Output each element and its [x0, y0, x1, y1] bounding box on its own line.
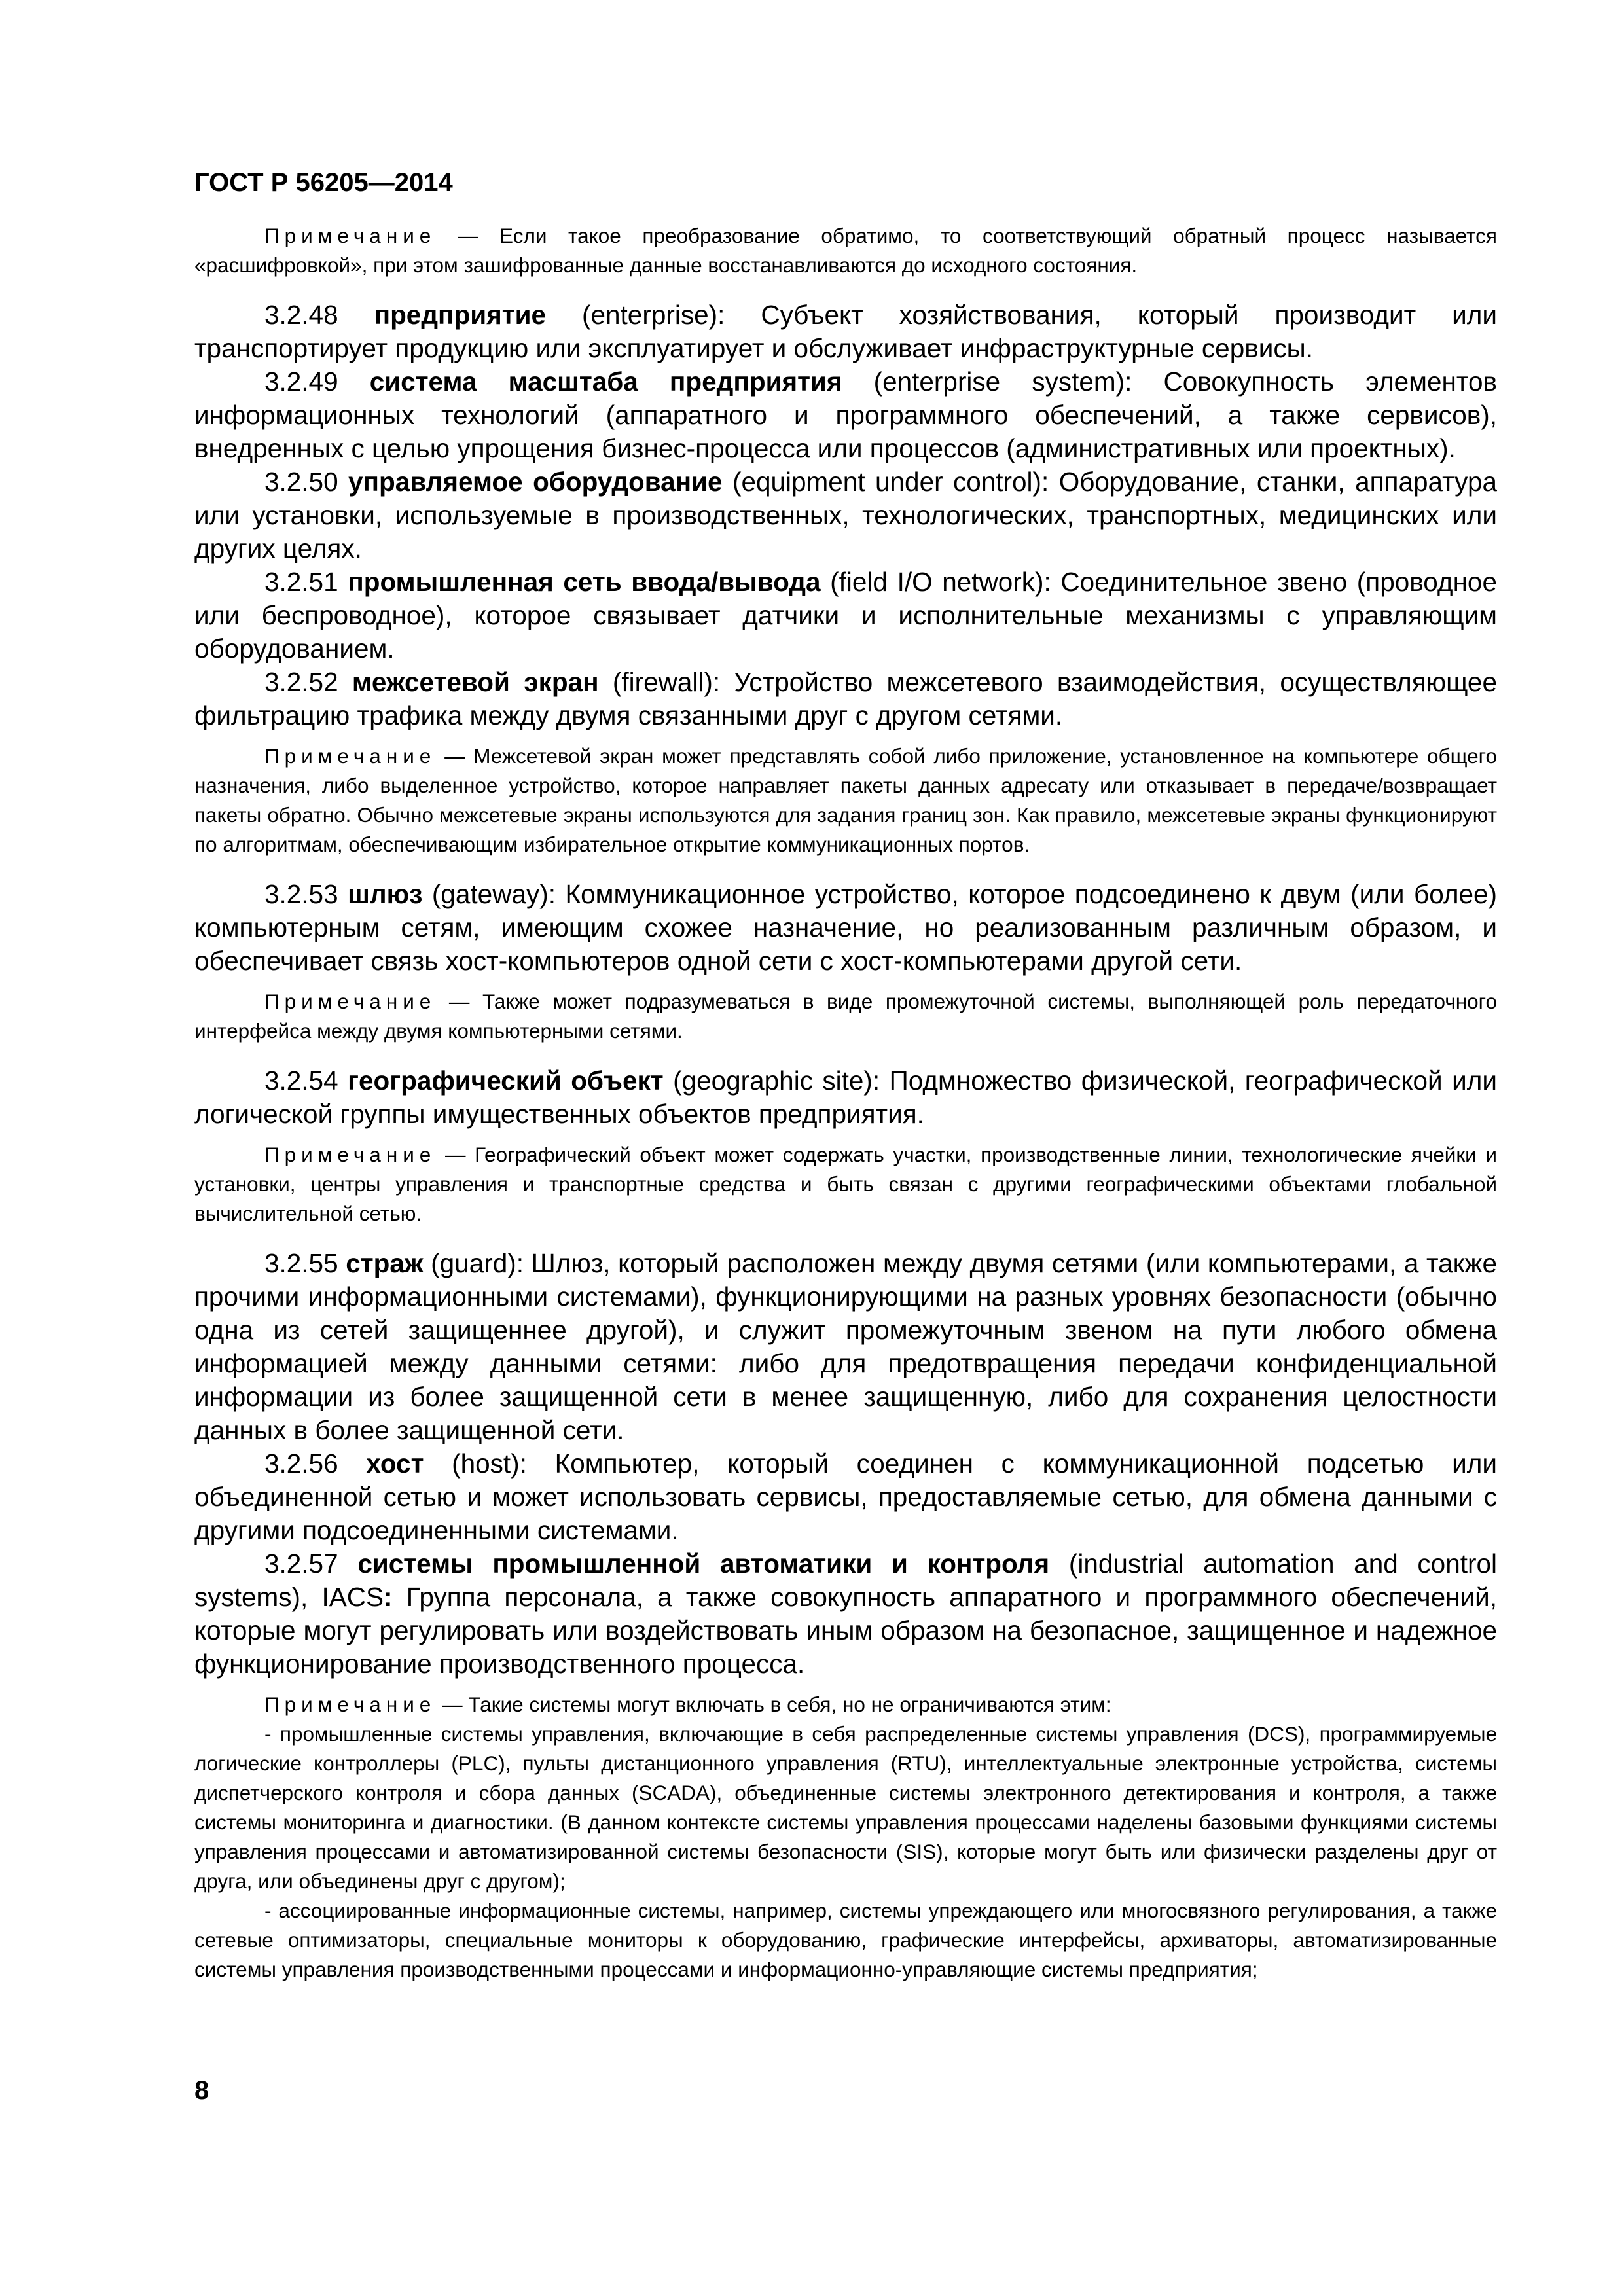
note-label: Примечание: [264, 1693, 437, 1716]
note-text: — Такие системы могут включать в себя, но не ограничиваются этим:: [442, 1693, 1111, 1716]
note-list-item: - промышленные системы управления, включающие в себя распределенные системы управления (DCS), программируемые логические контроллеры (PLC), пульты дистанционного управления (RTU), интеллектуальные электронные устройства, системы диспетчерского контроля и сбора данных (SCADA), объединенные системы электронного детектирования и контроля, а также системы мониторинга и диагностики. (В данном контексте системы управления процессами наделены базовыми функциями системы управления процессами и автоматизированной системы безопасности (SIS), которые могут быть или физически разделены друг от друга, или объединены друг с другом);: [194, 1722, 1497, 1893]
term-entry: [194, 878, 1497, 978]
standard-header: ГОСТ Р 56205—2014: [194, 168, 453, 197]
note-text: — Также может подразумеваться в виде промежуточной системы, выполняющей роль передаточного интерфейса между двумя компьютерными сетями.: [194, 990, 1497, 1043]
term-number: 3.2.48: [264, 300, 338, 330]
term-colon: :: [384, 1582, 393, 1612]
term-title: страж: [346, 1248, 424, 1278]
term-entry: [194, 1064, 1497, 1131]
term-number: 3.2.51: [264, 567, 338, 597]
term-number: 3.2.52: [264, 667, 338, 697]
term-title: шлюз: [348, 879, 423, 909]
term-entry: [194, 298, 1497, 365]
term-number: 3.2.49: [264, 367, 338, 397]
note-list-item: - ассоциированные информационные системы, например, системы упреждающего или многосвязного регулирования, а также сетевые оптимизаторы, специальные мониторы к оборудованию, графические интерфейсы, архиваторы, автоматизированные системы управления производственными процессами и информационно-управляющие системы предприятия;: [194, 1899, 1497, 1981]
term-number: 3.2.50: [264, 467, 338, 497]
term-definition: Группа персонала, а также совокупность аппаратного и программного обеспечений, которые могут регулировать или воздействовать иным образом на безопасное, защищенное и надежное функционирование производственного процесса.: [194, 1582, 1497, 1679]
term-definition: (field I/O network): Соединительное звено (проводное или беспроводное), которое связывает датчики и исполнительные механизмы с управляющим оборудованием.: [194, 567, 1497, 664]
term-definition: (enterprise): Субъект хозяйствования, который производит или транспортирует продукцию или эксплуатирует и обслуживает инфраструктурные сервисы.: [194, 300, 1497, 363]
term-entry: [194, 1547, 1497, 1681]
note-text: — Межсетевой экран может представлять собой либо приложение, установленное на компьютере общего назначения, либо выделенное устройство, которое направляет пакеты данных адресату или отказывает в передаче/возвращает пакеты обратно. Обычно межсетевые экраны используются для задания границ зон. Как правило, межсетевые экраны функционируют по алгоритмам, обеспечивающим избирательное открытие коммуникационных портов.: [194, 744, 1497, 856]
note-label: Примечание: [264, 744, 437, 768]
note: [194, 1140, 1497, 1229]
term-title: хост: [366, 1448, 424, 1479]
term-number: 3.2.54: [264, 1066, 338, 1096]
term-title: управляемое оборудование: [348, 467, 723, 497]
term-title: системы промышленной автоматики и контроля: [357, 1549, 1050, 1579]
term-definition: (equipment under control): Оборудование, станки, аппаратура или установки, используемые в производственных, технологических, транспортных, медицинских или других целях.: [194, 467, 1497, 564]
term-title: промышленная сеть ввода/вывода: [348, 567, 821, 597]
note-text: — Географический объект может содержать участки, производственные линии, технологические ячейки и установки, центры управления и транспортные средства и быть связан с другими географическими объектами глобальной вычислительной сетью.: [194, 1143, 1497, 1225]
term-entry: [194, 465, 1497, 565]
note-label: Примечание: [264, 1143, 437, 1166]
term-definition: (gateway): Коммуникационное устройство, которое подсоединено к двум (или более) компьютерным сетям, имеющим схожее назначение, но реализованным различным образом, и обеспечивает связь хост-компьютеров одной сети с хост-компьютерами другой сети.: [194, 879, 1497, 976]
note: [194, 221, 1497, 280]
term-entry: [194, 565, 1497, 666]
term-number: 3.2.53: [264, 879, 338, 909]
term-definition: (guard): Шлюз, который расположен между двумя сетями (или компьютерами, а также прочими информационными системами), функционирующими на разных уровнях безопасности (обычно одна из сетей защищеннее другой), и служит промежуточным звеном на пути любого обмена информацией между данными сетями: либо для предотвращения передачи конфиденциальной информации из более защищенной сети в менее защищенную, либо для сохранения целостности данных в более защищенной сети.: [194, 1248, 1497, 1445]
term-definition: (firewall): Устройство межсетевого взаимодействия, осуществляющее фильтрацию трафика между двумя связанными друг с другом сетями.: [194, 667, 1497, 730]
note-label: Примечание: [264, 990, 437, 1013]
term-entry: [194, 1447, 1497, 1547]
term-title: географический объект: [348, 1066, 664, 1096]
term-english: (industrial automation and control systems), IACS: [194, 1549, 1497, 1612]
term-title: предприятие: [374, 300, 547, 330]
term-definition: (host): Компьютер, который соединен с коммуникационной подсетью или объединенной сетью и может использовать сервисы, предоставляемые сетью, для обмена данными с другими подсоединенными системами.: [194, 1448, 1497, 1545]
note: [194, 742, 1497, 859]
note-text: — Если такое преобразование обратимо, то соответствующий обратный процесс называется «расшифровкой», при этом зашифрованные данные восстанавливаются до исходного состояния.: [194, 224, 1497, 277]
term-title: межсетевой экран: [352, 667, 599, 697]
document-body: [194, 221, 1497, 1984]
note: [194, 1690, 1497, 1719]
term-entry: [194, 666, 1497, 732]
term-entry: [194, 1247, 1497, 1447]
note-label: Примечание: [264, 224, 437, 247]
term-definition: (enterprise system): Совокупность элементов информационных технологий (аппаратного и программного обеспечений, а также сервисов), внедренных с целью упрощения бизнес-процесса или процессов (административных или проектных).: [194, 367, 1497, 463]
term-title: система масштаба предприятия: [369, 367, 842, 397]
term-entry: [194, 365, 1497, 465]
page-number: 8: [194, 2076, 209, 2105]
term-number: 3.2.56: [264, 1448, 338, 1479]
term-number: 3.2.57: [264, 1549, 338, 1579]
note: [194, 987, 1497, 1046]
term-number: 3.2.55: [264, 1248, 338, 1278]
term-definition: (geographic site): Подмножество физической, географической или логической группы имущественных объектов предприятия.: [194, 1066, 1497, 1129]
